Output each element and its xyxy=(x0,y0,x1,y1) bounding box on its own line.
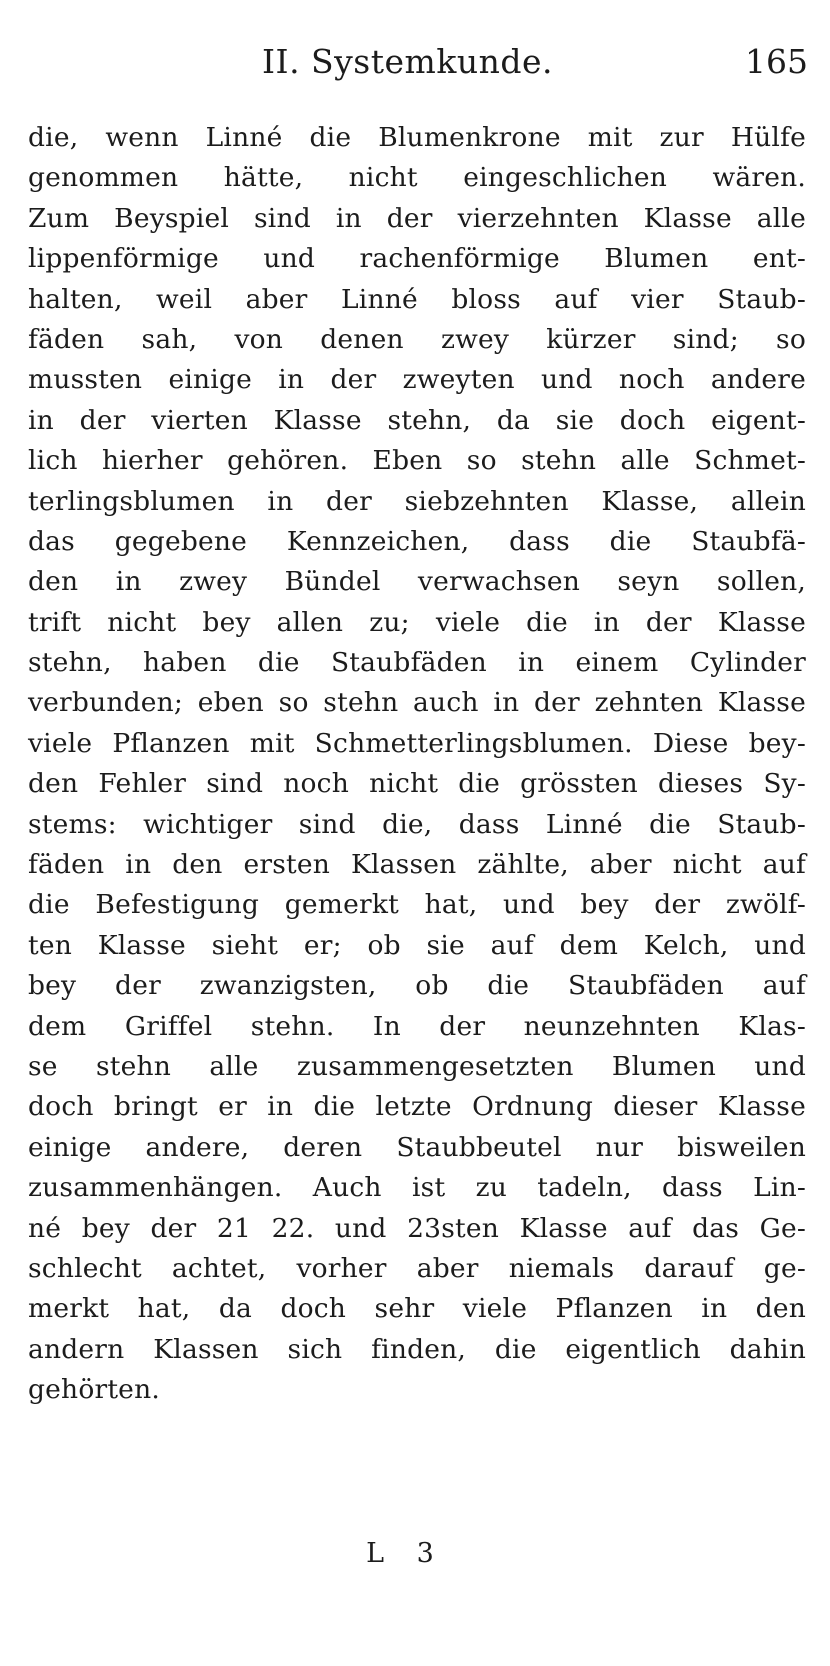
text-line: andern Klassen sich finden, die eigentlich dahin xyxy=(28,1333,806,1365)
text-line: die Befestigung gemerkt hat, und bey der zwölf- xyxy=(28,889,806,921)
text-line: den Fehler sind noch nicht die grössten dieses Sy- xyxy=(28,768,806,800)
text-line: se stehn alle zusammengesetzten Blumen und xyxy=(28,1050,806,1082)
text-line: doch bringt er in die letzte Ordnung dieser Klasse xyxy=(28,1091,806,1123)
text-line: trift nicht bey allen zu; viele die in der Klasse xyxy=(28,606,806,638)
running-title: II. Systemkunde. xyxy=(262,42,553,81)
text-line: genommen hätte, nicht eingeschlichen wären. xyxy=(28,162,806,194)
text-line: terlingsblumen in der siebzehnten Klasse, allein xyxy=(28,485,806,517)
text-line: stems: wichtiger sind die, dass Linné die Staub- xyxy=(28,808,806,840)
text-line: einige andere, deren Staubbeutel nur bisweilen xyxy=(28,1131,806,1163)
text-line: zusammenhängen. Auch ist zu tadeln, dass Lin- xyxy=(28,1172,806,1204)
signature-mark xyxy=(0,1538,830,1569)
text-line: ten Klasse sieht er; ob sie auf dem Kelch, und xyxy=(28,929,806,961)
text-line: lippenförmige und rachenförmige Blumen ent- xyxy=(28,243,806,275)
text-line: viele Pflanzen mit Schmetterlingsblumen. Diese bey- xyxy=(28,727,806,759)
text-line: die, wenn Linné die Blumenkrone mit zur Hülfe xyxy=(28,122,806,153)
text-line: Zum Beyspiel sind in der vierzehnten Klasse alle xyxy=(28,202,806,234)
text-line: mussten einige in der zweyten und noch andere xyxy=(28,364,806,396)
text-line: den in zwey Bündel verwachsen seyn sollen, xyxy=(28,566,806,598)
text-line: né bey der 21 22. und 23sten Klasse auf das Ge- xyxy=(28,1212,806,1244)
text-line: bey der zwanzigsten, ob die Staubfäden auf xyxy=(28,970,806,1002)
page-number: 165 xyxy=(745,42,808,81)
text-line: das gegebene Kennzeichen, dass die Staubfä- xyxy=(28,525,806,557)
signature-text: L 3 xyxy=(366,1538,446,1569)
text-line: fäden in den ersten Klassen zählte, aber nicht auf xyxy=(28,849,806,881)
text-line: fäden sah, von denen zwey kürzer sind; so xyxy=(28,323,806,355)
text-line: stehn, haben die Staubfäden in einem Cylinder xyxy=(28,647,806,679)
text-line: verbunden; eben so stehn auch in der zehnten Klasse xyxy=(28,687,806,719)
text-line: lich hierher gehören. Eben so stehn alle Schmet- xyxy=(28,445,806,477)
text-line: schlecht achtet, vorher aber niemals darauf ge- xyxy=(28,1252,806,1284)
text-line: dem Griffel stehn. In der neunzehnten Klas- xyxy=(28,1010,806,1042)
text-line: merkt hat, da doch sehr viele Pflanzen in den xyxy=(28,1293,806,1325)
running-head xyxy=(0,42,830,102)
text-line: halten, weil aber Linné bloss auf vier Staub- xyxy=(28,283,806,315)
text-line: in der vierten Klasse stehn, da sie doch eigent- xyxy=(28,404,806,436)
text-line-last: gehörten. xyxy=(28,1374,160,1406)
body-text xyxy=(28,118,806,1411)
